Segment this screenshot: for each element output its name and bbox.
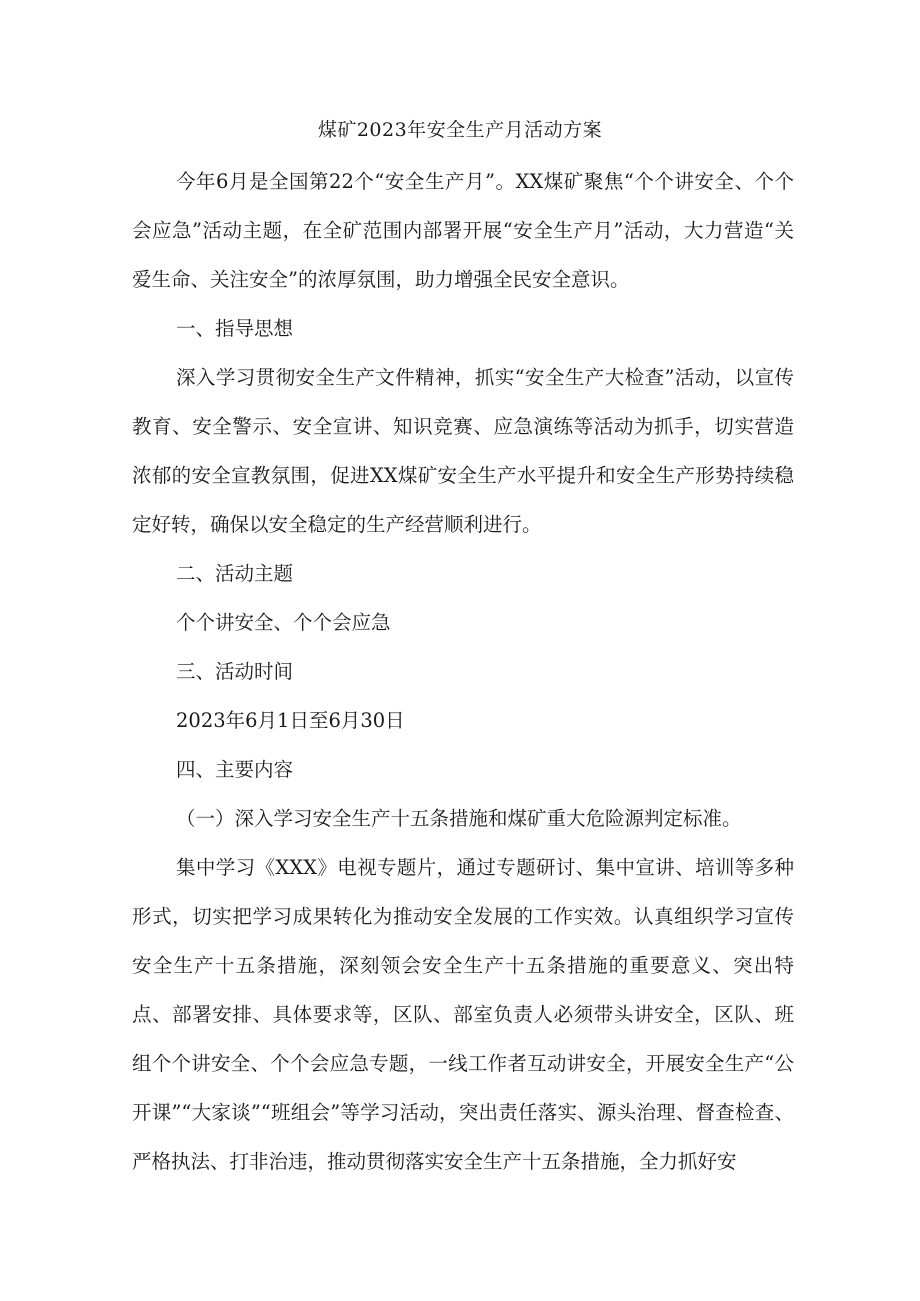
intro-paragraph: 今年6月是全国第22个“安全生产月”。XX煤矿聚焦“个个讲安全、个个会应急”活动主题，在全矿范围内部署开展“安全生产月”活动，大力营造“关爱生命、关注安全”的浓厚氛围，助力增强全民安全意识。 (132, 170, 794, 291)
section-3-body: 2023年6月1日至6月30日 (176, 709, 405, 732)
section-3-heading: 三、活动时间 (176, 660, 294, 683)
section-1-heading: 一、指导思想 (176, 317, 294, 340)
document-title: 煤矿2023年安全生产月活动方案 (317, 119, 603, 141)
section-1-body: 深入学习贯彻安全生产文件精神，抓实“安全生产大检查”活动，以宣传教育、安全警示、安全宣讲、知识竞赛、应急演练等活动为抓手，切实营造浓郁的安全宣教氛围，促进XX煤矿安全生产水平提升和安全生产形势持续稳定好转，确保以安全稳定的生产经营顺利进行。 (132, 366, 794, 536)
section-2-heading: 二、活动主题 (176, 562, 294, 585)
subsection-1-heading: （一）深入学习安全生产十五条措施和煤矿重大危险源判定标准。 (176, 807, 742, 830)
section-4-heading: 四、主要内容 (176, 758, 294, 781)
subsection-1-body: 集中学习《XXX》电视专题片，通过专题研讨、集中宣讲、培训等多种形式，切实把学习成果转化为推动安全发展的工作实效。认真组织学习宣传安全生产十五条措施，深刻领会安全生产十五条措施的重要意义、突出特点、部署安排、具体要求等，区队、部室负责人必须带头讲安全，区队、班组个个讲安全、个个会应急专题，一线工作者互动讲安全，开展安全生产“公开课”“大家谈”“班组会”等学习活动，突出责任落实、源头治理、督查检查、严格执法、打非治违，推动贯彻落实安全生产十五条措施，全力抓好安 (132, 856, 794, 1173)
section-2-body: 个个讲安全、个个会应急 (176, 611, 391, 634)
